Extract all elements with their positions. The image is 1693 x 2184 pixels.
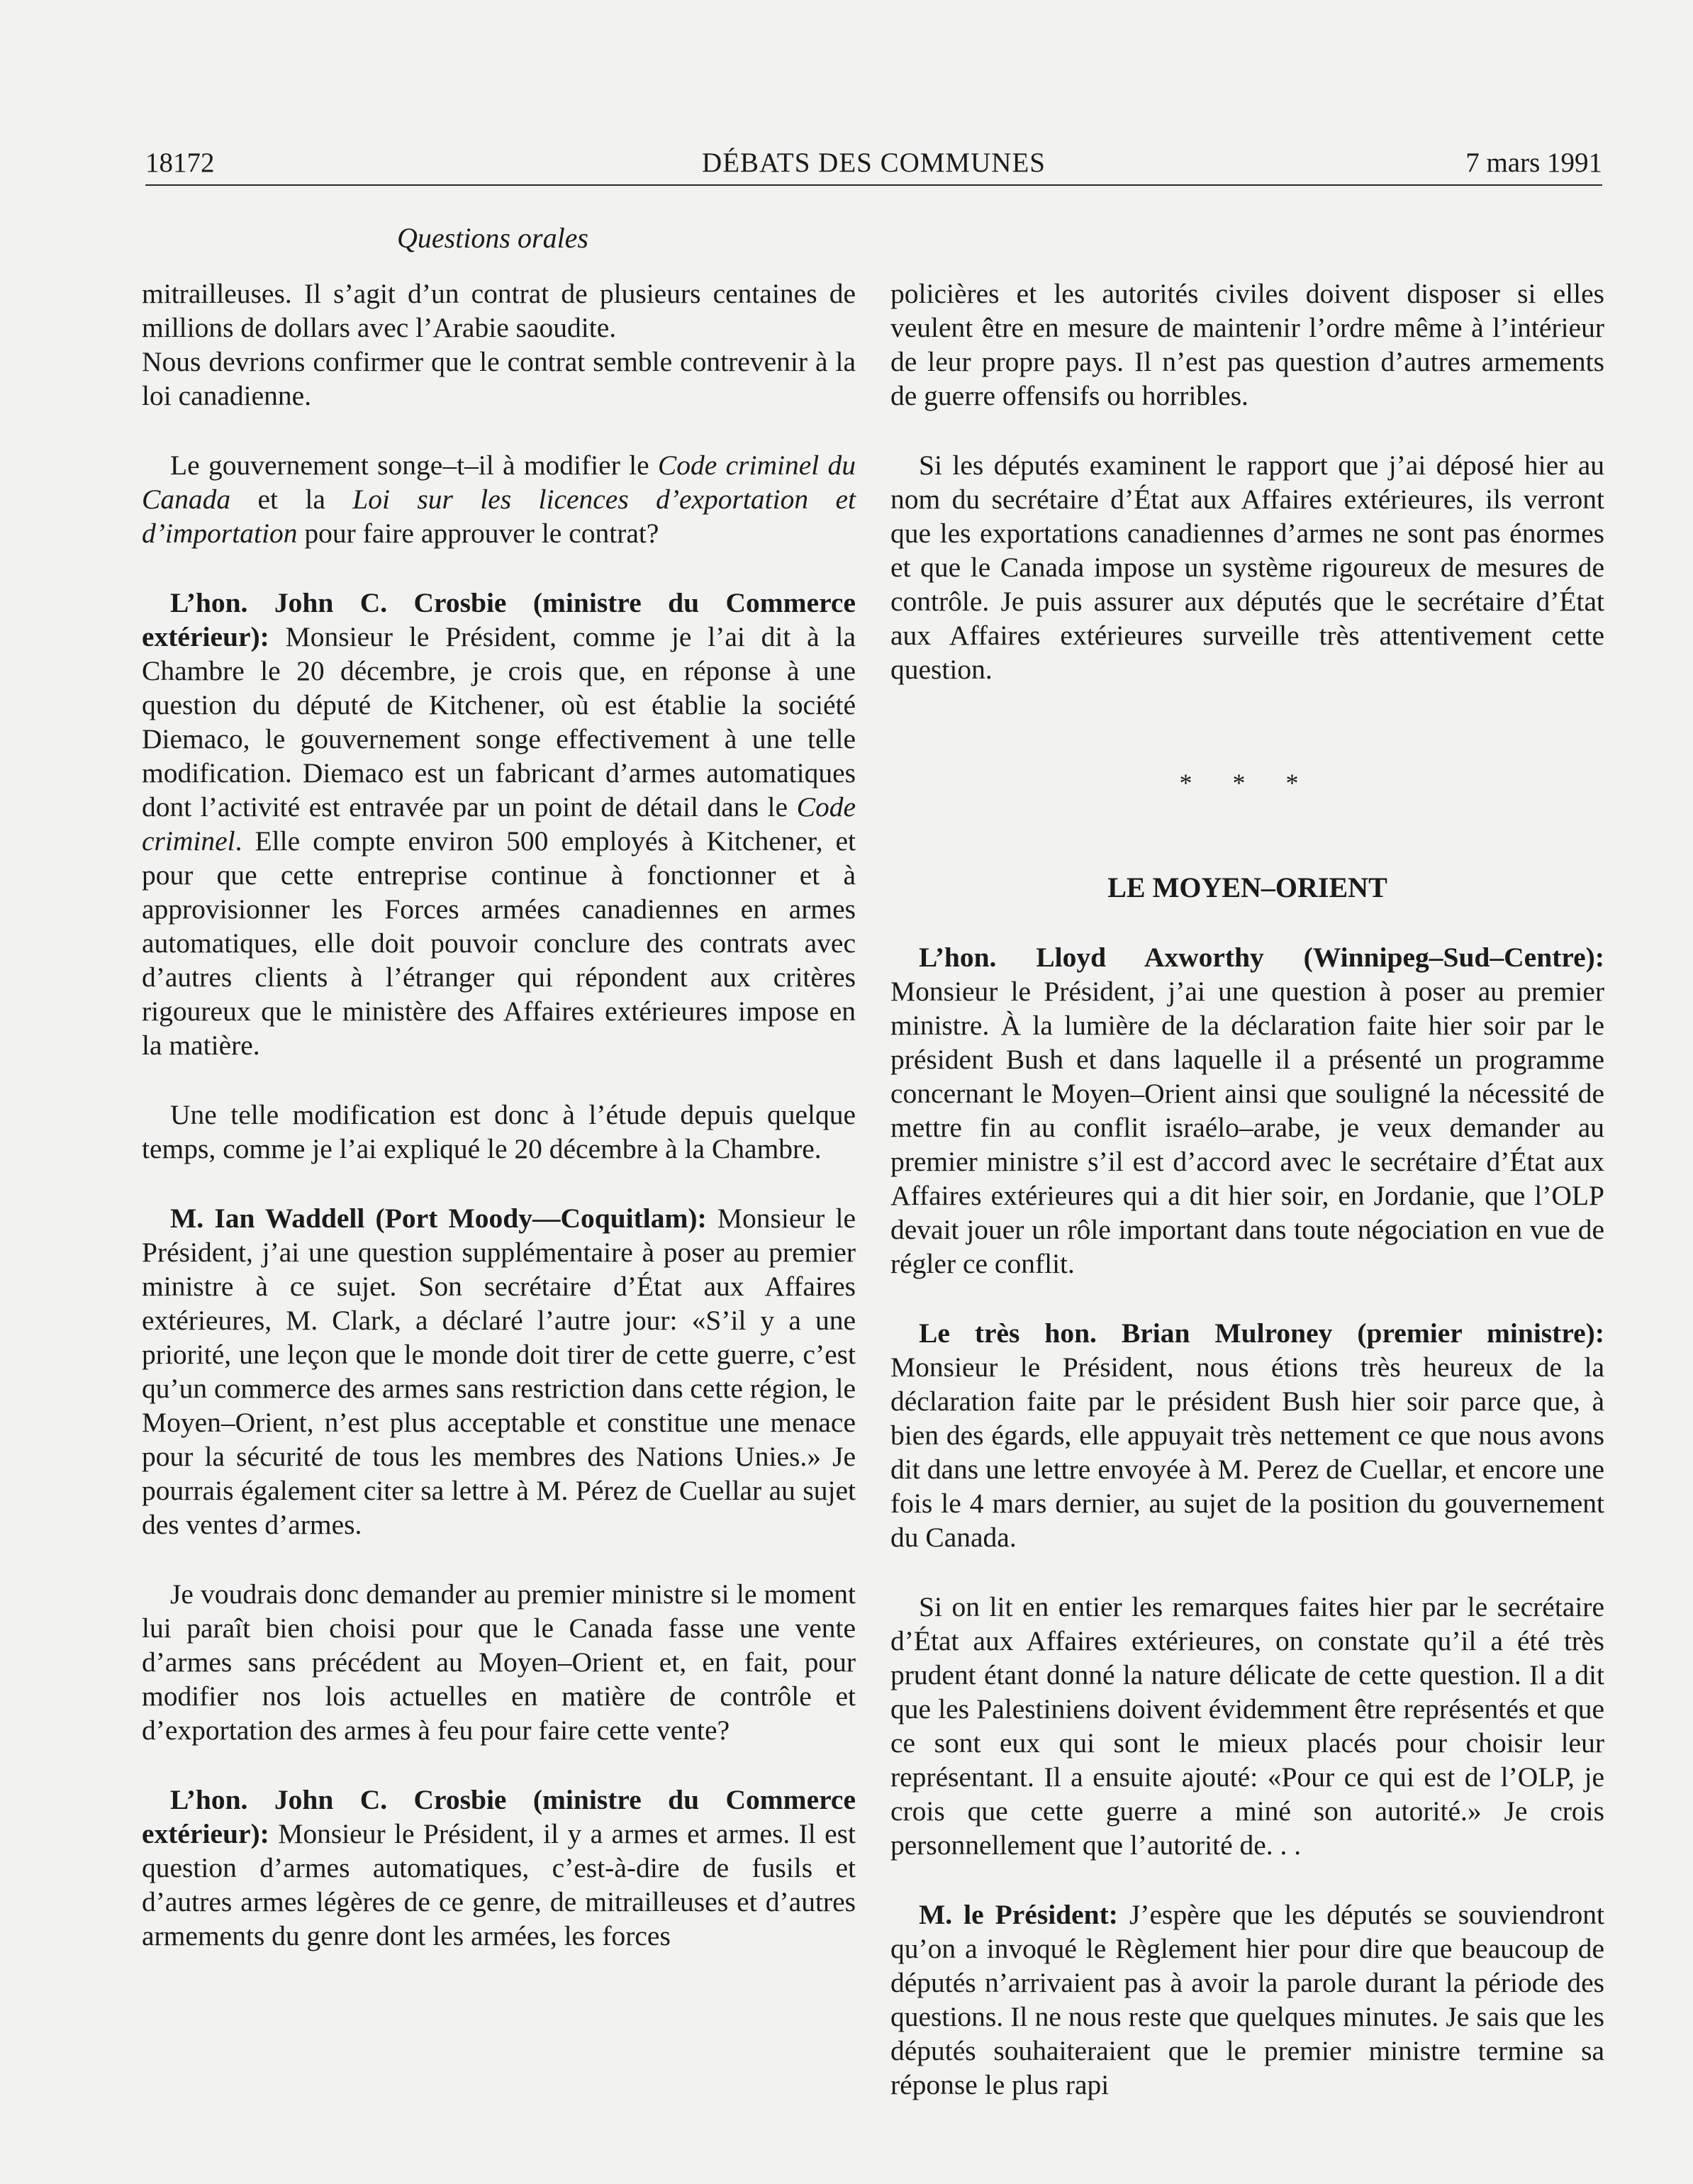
text-run: Le gouvernement songe–t–il à modifier le <box>170 450 658 481</box>
speaker-name: L’hon. John C. Crosbie (ministre du Commerce extérieur): <box>142 587 856 652</box>
text-run: Monsieur le Président, j’ai une question à poser au premier ministre. À la lumière de la déclaration faite hier soir par le président Bush et dans laquelle il a présenté un programme concernant le Moyen–Orient ainsi que souligné la nécessité de mettre fin au conflit israélo–arabe, je veux demander au premier ministre s’il est d’accord avec le secrétaire d’État aux Affaires extérieures qui a dit hier soir, en Jordanie, que l’OLP devait jouer un rôle important dans toute négociation en vue de régler ce conflit. <box>890 976 1604 1279</box>
speaker-name: Le très hon. Brian Mulroney (premier ministre): <box>919 1317 1604 1349</box>
speaker-name: M. Ian Waddell (Port Moody—Coquitlam): <box>170 1203 707 1234</box>
paragraph: Nous devrions confirmer que le contrat semble contrevenir à la loi canadienne. <box>142 346 856 411</box>
text-run: J’espère que les députés se souviendront qu’on a invoqué le Règlement hier pour dire que beaucoup de députés n’arrivaient pas à avoir la parole durant la période des questions. Il ne nous reste que quelques minutes. Je sais que les députés souhaiteraient que le premier ministre termine sa réponse le plus rapi <box>890 1899 1604 2100</box>
speech-paragraph <box>142 1201 856 1542</box>
paragraph: Si les députés examinent le rapport que j’ai déposé hier au nom du secrétaire d’État aux Affaires extérieures, ils verront que les exportations canadiennes d’armes ne sont pas énormes et que le Canada impose un système rigoureux de mesures de contrôle. Je puis assurer aux députés que le secrétaire d’État aux Affaires extérieures surveille très attentivement cette question. <box>890 450 1604 685</box>
speaker-name: L’hon. John C. Crosbie (ministre du Commerce extérieur): <box>142 1784 856 1849</box>
speech-paragraph <box>890 1316 1604 1554</box>
italic-title: Code criminel <box>142 791 856 857</box>
speaker-name: M. le Président: <box>919 1899 1118 1930</box>
speaker-name: L’hon. Lloyd Axworthy (Winnipeg–Sud–Centre): <box>919 942 1604 973</box>
text-run: Monsieur le Président, nous étions très heureux de la déclaration faite par le président Bush hier soir parce que, à bien des égards, elle appuyait très nettement ce que nous avons dit dans une lettre envoyée à M. Perez de Cuellar, et encore une fois le 4 mars dernier, au sujet de la position du gouvernement du Canada. <box>890 1352 1604 1553</box>
paragraph: Si on lit en entier les remarques faites hier par le secrétaire d’État aux Affaires extérieures, on constate qu’il a été très prudent étant donné la nature délicate de cette question. Il a dit que les Palestiniens doivent évidemment être représentés et que ce sont eux qui sont le mieux placés pour choisir leur représentant. Il a ensuite ajouté: «Pour ce qui est de l’OLP, je crois que cette guerre a miné son autorité.» Je crois personnellement que l’autorité de. . . <box>890 1591 1604 1861</box>
right-column <box>890 277 1604 2102</box>
text-run: Monsieur le Président, j’ai une question supplémentaire à poser au premier ministre à ce sujet. Son secrétaire d’État aux Affaires extérieures, M. Clark, a déclaré l’autre jour: «S’il y a une priorité, une leçon que le monde doit tirer de cette guerre, c’est qu’un commerce des armes sans restriction dans cette région, le Moyen–Orient, n’est plus acceptable et constitue une menace pour la sécurité de tous les membres des Nations Unies.» Je pourrais également citer sa lettre à M. Pérez de Cuellar au sujet des ventes d’armes. <box>142 1203 856 1540</box>
speech-paragraph <box>890 940 1604 1281</box>
speech-paragraph <box>142 586 856 1062</box>
page-number: 18172 <box>145 147 215 178</box>
paragraph: Je voudrais donc demander au premier ministre si le moment lui paraît bien choisi pour que le Canada fasse une vente d’armes sans précédent au Moyen–Orient et, en fait, pour modifier nos lois actuelles en matière de contrôle et d’exportation des armes à feu pour faire cette vente? <box>142 1578 856 1746</box>
text-run: Monsieur le Président, comme je l’ai dit à la Chambre le 20 décembre, je crois que, en réponse à une question du député de Kitchener, où est établie la société Diemaco, le gouvernement songe effectivement à une telle modification. Diemaco est un fabricant d’armes automatiques dont l’activité est entravée par un point de détail dans le <box>142 621 856 823</box>
section-separator: * * * <box>1179 769 1316 797</box>
text-run: pour faire approuver le contrat? <box>297 518 659 549</box>
page-header <box>145 142 1602 186</box>
publication-title: DÉBATS DES COMMUNES <box>702 147 1046 178</box>
publication-date: 7 mars 1991 <box>1465 147 1602 178</box>
paragraph: mitrailleuses. Il s’agit d’un contrat de plusieurs centaines de millions de dollars avec l’Arabie saoudite. <box>142 278 856 343</box>
left-column <box>142 277 856 1953</box>
paragraph <box>142 448 856 550</box>
text-run: Monsieur le Président, il y a armes et armes. Il est question d’armes automatiques, c’est-à-dire de fusils et d’autres armes légères de ce genre, de mitrailleuses et d’autres armements du genre dont les armées, les forces <box>142 1818 856 1951</box>
speech-paragraph <box>142 1783 856 1953</box>
text-run: et la <box>230 484 353 515</box>
italic-title: Loi sur les licences d’exportation et d’importation <box>142 484 856 549</box>
paragraph: Une telle modification est donc à l’étude depuis quelque temps, comme je l’ai expliqué le 20 décembre à la Chambre. <box>142 1099 856 1164</box>
paragraph: policières et les autorités civiles doivent disposer si elles veulent être en mesure de maintenir l’ordre même à l’intérieur de leur propre pays. Il n’est pas question d’autres armements de guerre offensifs ou horribles. <box>890 278 1604 411</box>
section-label: Questions orales <box>397 222 588 254</box>
speech-paragraph <box>890 1898 1604 2102</box>
italic-title: Code criminel du Canada <box>142 450 856 515</box>
text-run: . Elle compte environ 500 employés à Kitchener, et pour que cette entreprise continue à fonctionner et à approvisionner les Forces armées canadiennes en armes automatiques, elle doit pouvoir conclure des contrats avec d’autres clients à l’étranger qui répondent aux critères rigoureux que le ministère des Affaires extérieures impose en la matière. <box>142 825 856 1061</box>
section-heading: LE MOYEN–ORIENT <box>1107 871 1387 903</box>
